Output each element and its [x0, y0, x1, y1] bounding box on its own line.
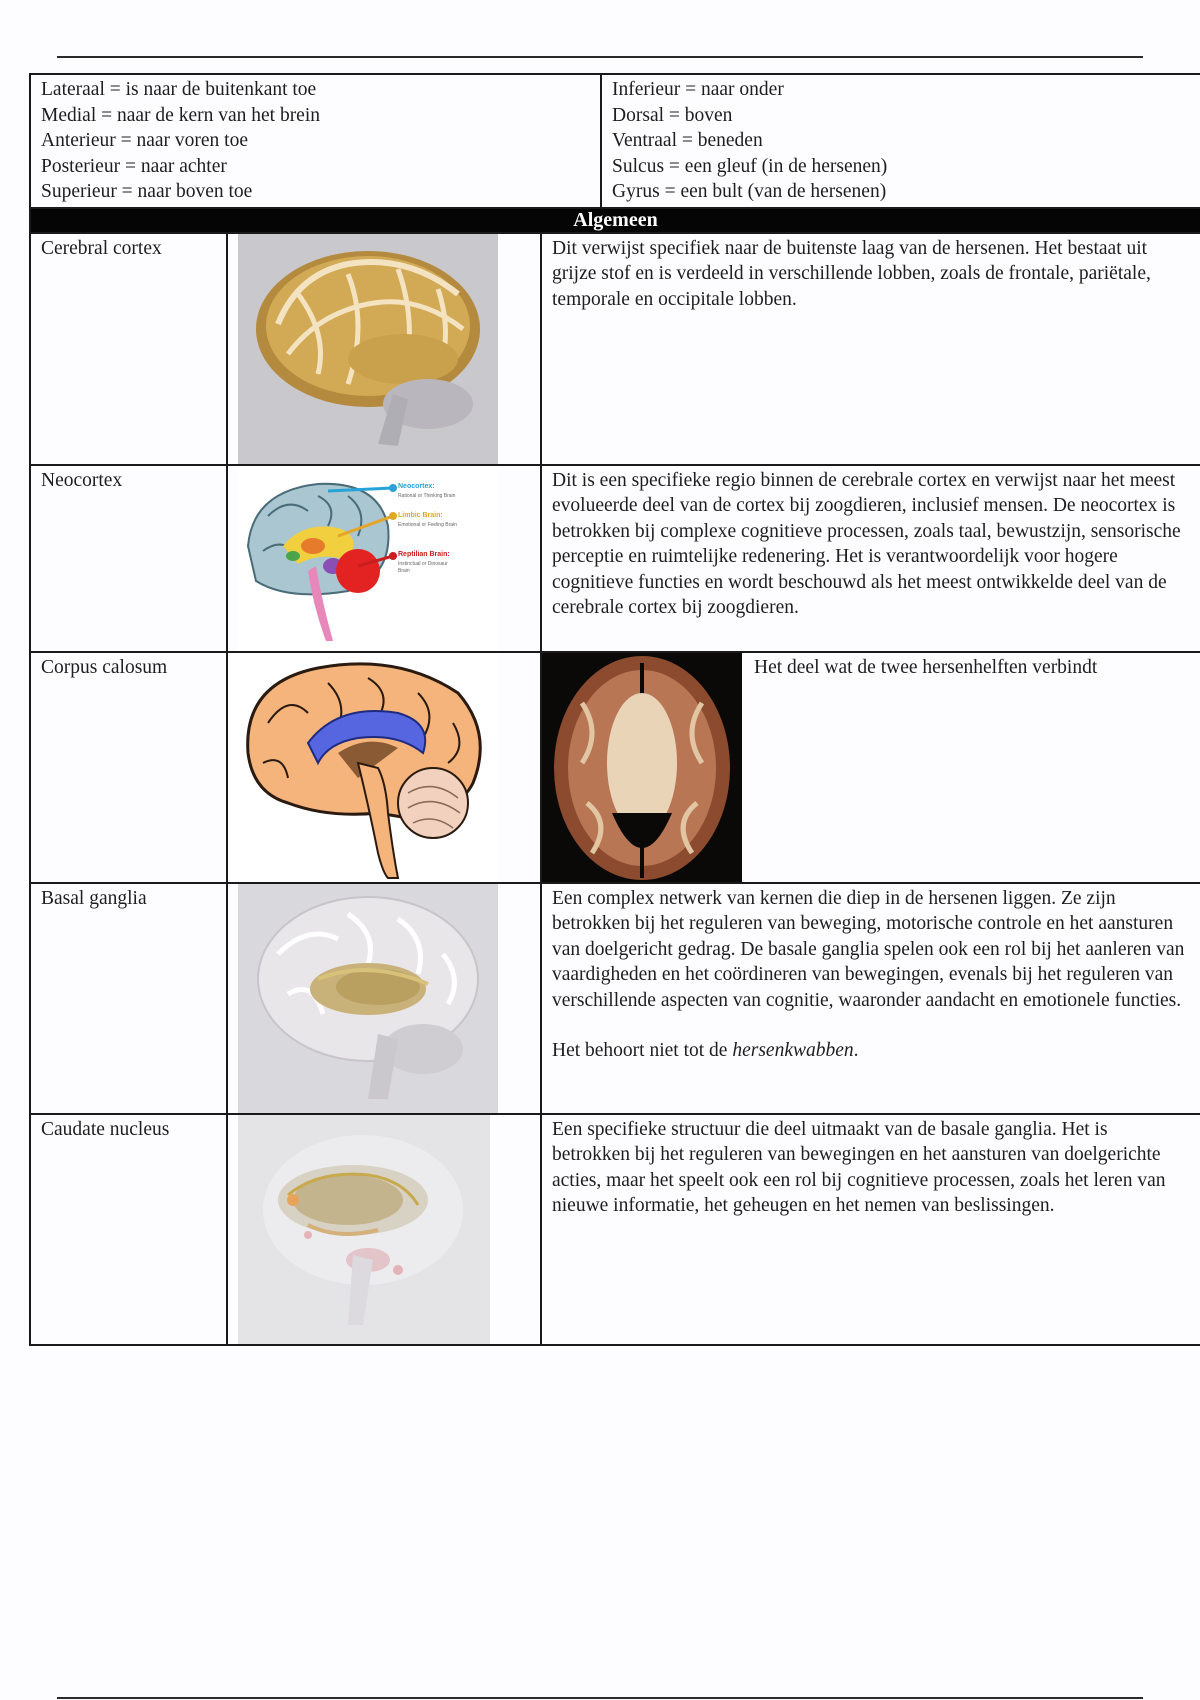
description-text: Dit is een specifieke regio binnen de cerebrale cortex en verwijst naar het meest evolueerde deel van de cortex bij zoogdieren, inclusief mensen. De neocortex is betrokken bij complexe cognitieve processen, zoals taal, bewustzijn, sensorische perceptie en ruimtelijke redenering. Het is verantwoordelijk voor hogere cognitieve functies en wordt beschouwd als het meest ontwikkelde deel van de cerebrale cortex bij zoogdieren. [552, 469, 1181, 618]
term-label: Basal ganglia [30, 883, 227, 1114]
description-cell [541, 883, 1200, 1114]
note-emphasis: hersenkwabben [732, 1040, 854, 1061]
note-suffix: . [853, 1040, 859, 1061]
table-row [30, 652, 1200, 883]
description-cell [541, 465, 1200, 652]
section-title: Algemeen [30, 208, 1200, 233]
table-row [30, 883, 1200, 1114]
image-cell [227, 883, 541, 1114]
reptilian-sublabel: Instinctual or Dinosaur [398, 560, 448, 567]
legend-term: Anterieur = naar voren toe [41, 130, 248, 151]
description-note [552, 1038, 1190, 1064]
transparent-brain-caudate [228, 1115, 498, 1344]
image-cell [227, 233, 541, 465]
legend-term: Superieur = naar boven toe [41, 181, 253, 202]
term-label: Cerebral cortex [30, 233, 227, 465]
description-text: Een complex netwerk van kernen die diep in de hersenen liggen. Ze zijn betrokken bij het reguleren van beweging, motorische controle en het aansturen van doelgericht gedrag. De basale ganglia spelen ook een rol bij het aanleren van vaardigheden en het coördineren van bewegingen, evenals bij het reguleren van verschillende aspecten van cognitie, waaronder aandacht en emotionele functies. [552, 887, 1185, 1011]
direction-legend-row [30, 74, 1200, 208]
limbic-sublabel: Emotional or Feeling Brain [398, 521, 457, 528]
legend-term: Posterieur = naar achter [41, 155, 227, 177]
legend-right-cell [601, 74, 1200, 208]
neocortex-sublabel: Rational or Thinking Brain [398, 492, 456, 499]
neocortex-label: Neocortex: [398, 482, 435, 490]
legend-term: Dorsal = boven [612, 104, 733, 126]
description-text: Het deel wat de twee hersenhelften verbindt [754, 656, 1098, 678]
corpus-callosum-dissection-photo [542, 653, 742, 882]
anatomy-terms-table [29, 73, 1200, 1346]
brain-sagittal-cartoon [228, 653, 498, 882]
header-rule [57, 56, 1143, 58]
reptilian-label: Reptilian Brain: [398, 550, 450, 558]
legend-left-cell [30, 74, 601, 208]
legend-term: Gyrus = een bult (van de hersenen) [612, 181, 887, 202]
description-text: Dit verwijst specifiek naar de buitenste laag van de hersenen. Het bestaat uit grijze stof en is verdeeld in verschillende lobben, zoals de frontale, pariëtale, temporale en occipitale lobben. [552, 237, 1151, 310]
document-table-wrapper [29, 73, 1200, 1346]
description-cell [541, 1114, 1200, 1345]
image-cell [227, 1114, 541, 1345]
legend-term: Inferieur = naar onder [612, 79, 784, 100]
term-label: Caudate nucleus [30, 1114, 227, 1345]
triune-brain-diagram [228, 466, 498, 651]
image-cell [227, 465, 541, 652]
legend-term: Ventraal = beneden [612, 130, 763, 151]
image-cell [227, 652, 541, 883]
footer-rule [57, 1697, 1143, 1699]
reptilian-sublabel: Brain [398, 567, 410, 574]
table-row [30, 465, 1200, 652]
table-row [30, 233, 1200, 465]
limbic-label: Limbic Brain: [398, 511, 443, 519]
description-cell [541, 233, 1200, 465]
note-prefix: Het behoort niet tot de [552, 1040, 733, 1061]
transparent-brain-basal-ganglia [228, 884, 498, 1113]
term-label: Neocortex [30, 465, 227, 652]
description-text: Een specifieke structuur die deel uitmaakt van de basale ganglia. Het is betrokken bij het reguleren van bewegingen en het aansturen van doelgerichte acties, maar het speelt ook een rol bij cognitieve processen, zoals het leren van nieuwe informatie, het geheugen en het nemen van beslissingen. [552, 1118, 1166, 1216]
brain-lateral-cortex-illustration [228, 234, 498, 464]
term-label: Corpus calosum [30, 652, 227, 883]
description-cell [541, 652, 1200, 883]
legend-term: Medial = naar de kern van het brein [41, 104, 321, 126]
section-header-row [30, 208, 1200, 233]
legend-term: Sulcus = een gleuf (in de hersenen) [612, 155, 888, 177]
table-row [30, 1114, 1200, 1345]
legend-term: Lateraal = is naar de buitenkant toe [41, 79, 317, 100]
